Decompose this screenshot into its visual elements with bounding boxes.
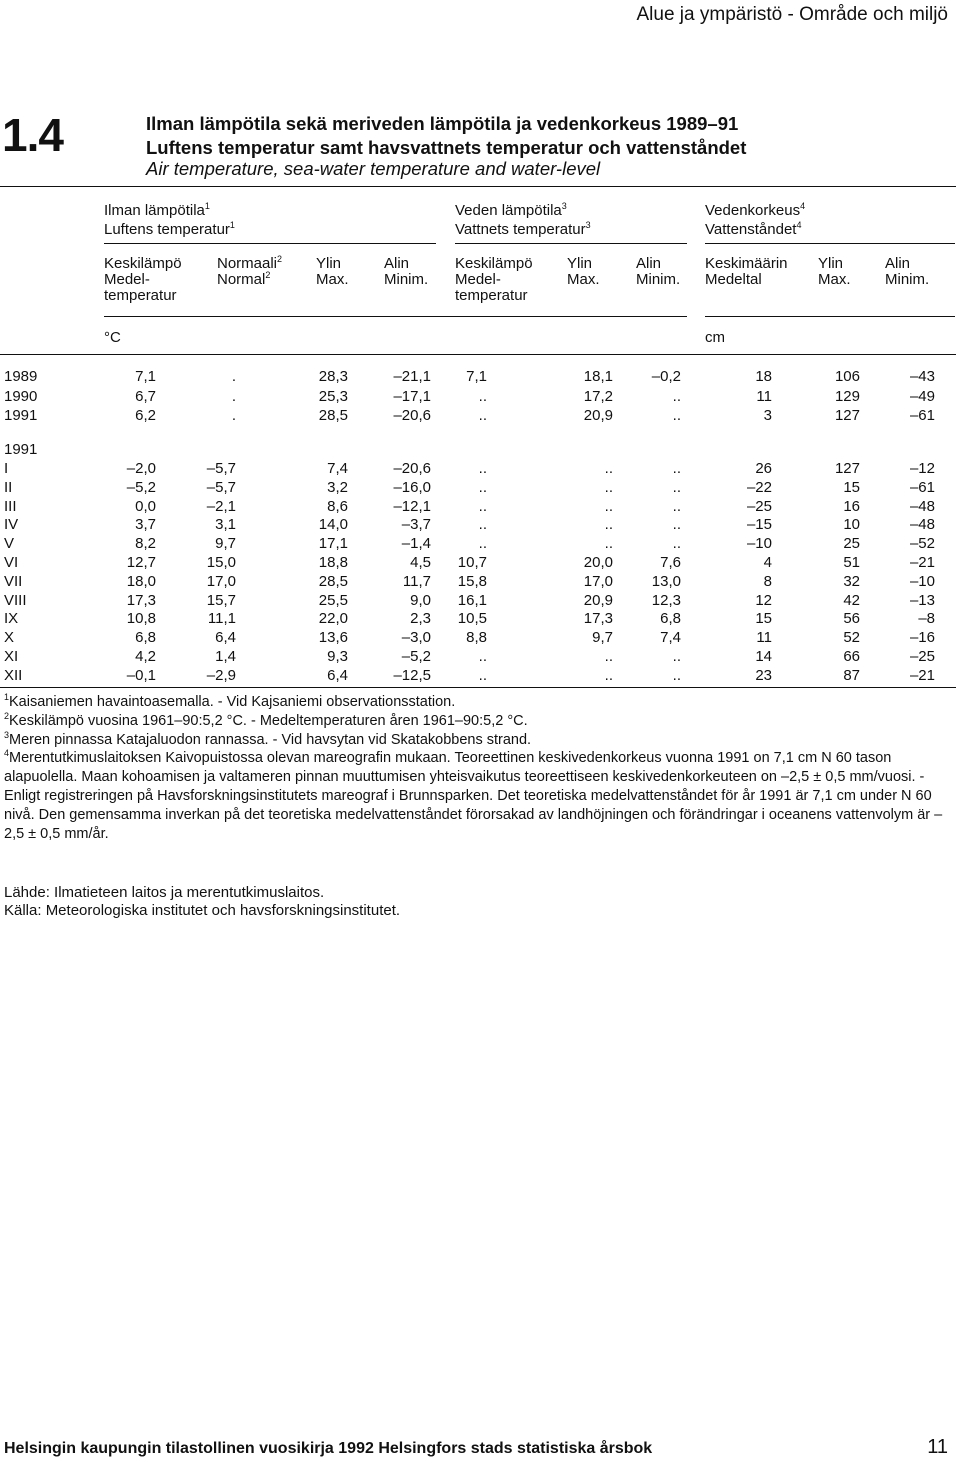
month-row-cell: –5,7 — [206, 460, 236, 477]
group-level-fi: Vedenkorkeus$^4$ — [705, 201, 806, 219]
month-row-cell: 22,0 — [318, 610, 348, 628]
month-row-cell: 25 — [843, 535, 860, 553]
month-row-cell: .. — [604, 478, 613, 496]
title-finnish: Ilman lämpötila sekä meriveden lämpötila ja vedenkorkeus 1989–91 — [146, 113, 739, 134]
month-row-cell: –5,2 — [126, 478, 156, 496]
level-unit-rule — [705, 316, 955, 317]
month-row-cell: .. — [672, 516, 681, 534]
month-row-label: I — [4, 460, 9, 477]
month-row-cell: –10 — [746, 535, 772, 553]
month-row-cell: 3,1 — [215, 516, 236, 534]
month-row-cell: –21 — [909, 554, 935, 571]
group-air-sv: Luftens temperatur$^1$ — [104, 220, 235, 238]
month-row-cell: 16,1 — [457, 591, 487, 609]
month-row-cell: 26 — [755, 460, 772, 477]
year-row-cell: –17,1 — [393, 387, 431, 405]
year-row-cell: .. — [478, 407, 487, 424]
year-row-cell: –20,6 — [393, 407, 431, 424]
month-row-cell: 10,8 — [126, 610, 156, 628]
page-footer: Helsingin kaupungin tilastollinen vuosikirja 1992 Helsingfors stads statistiska årsbok — [4, 1440, 653, 1457]
month-row-cell: 0,0 — [135, 497, 156, 515]
group-level-rule — [705, 243, 955, 244]
month-row-label: IX — [4, 610, 19, 628]
group-air-rule — [104, 243, 436, 244]
group-water-rule — [455, 243, 687, 244]
month-row-label: VI — [4, 554, 19, 571]
col-water-mean-header: Keskilämpö Medel- temperatur — [455, 255, 533, 304]
col-level-min-header: Alin Minim. — [885, 255, 930, 288]
month-row-cell: .. — [672, 666, 681, 684]
footnote-2: $^2$Keskilämpö vuosina 1961–90:5,2 °C. - Medeltemperaturen åren 1961–90:5,2 °C. — [4, 710, 528, 729]
month-row-label: VII — [4, 572, 23, 590]
month-row-cell: 15 — [843, 478, 860, 496]
month-row-cell: 15 — [755, 610, 772, 628]
month-row-label: XII — [4, 666, 23, 684]
month-row-cell: 9,0 — [410, 591, 431, 609]
month-row-cell: 15,7 — [206, 591, 236, 609]
year-row-cell: 6,7 — [135, 387, 156, 405]
month-row-cell: 7,4 — [660, 629, 681, 647]
month-row-cell: 11,1 — [207, 610, 236, 628]
month-row-cell: 127 — [834, 460, 860, 477]
month-row-cell: 13,0 — [651, 572, 681, 590]
month-row-cell: –48 — [909, 516, 935, 534]
month-row-cell: 3,2 — [327, 478, 348, 496]
month-row-cell: .. — [604, 460, 613, 477]
month-row-cell: –10 — [909, 572, 935, 590]
month-row-cell: –15 — [746, 516, 772, 534]
month-row-label: III — [4, 497, 17, 515]
month-row-cell: 8,2 — [135, 535, 156, 553]
month-row-cell: .. — [672, 648, 681, 665]
month-row-cell: .. — [672, 535, 681, 553]
page-number: 11 — [927, 1436, 948, 1458]
month-row-cell: 25,5 — [318, 591, 348, 609]
month-row-cell: .. — [478, 478, 487, 496]
month-row-cell: –2,1 — [206, 497, 236, 515]
col-air-max-header: Ylin Max. — [316, 255, 349, 288]
year-row-cell: 127 — [834, 407, 860, 424]
month-row-label: XI — [4, 648, 19, 665]
month-row-cell: –21 — [909, 666, 935, 684]
month-row-cell: .. — [478, 666, 487, 684]
year-row-cell: 28,5 — [318, 407, 348, 424]
month-row-cell: 15,8 — [457, 572, 487, 590]
month-row-cell: 10,5 — [457, 610, 487, 628]
month-row-cell: –12,5 — [393, 666, 431, 684]
month-row-cell: –61 — [909, 478, 935, 496]
month-row-cell: .. — [604, 666, 613, 684]
month-row-cell: 1,4 — [215, 648, 236, 665]
month-row-cell: –8 — [918, 610, 935, 628]
year-row-cell: 3 — [763, 407, 772, 424]
year-row-cell: 11 — [756, 387, 772, 405]
month-row-cell: 15,0 — [206, 554, 236, 571]
month-row-cell: 17,1 — [318, 535, 348, 553]
month-row-cell: 32 — [843, 572, 860, 590]
running-head: Alue ja ympäristö - Område och miljö — [636, 4, 948, 25]
year-row-cell: 20,9 — [583, 407, 613, 424]
title-english: Air temperature, sea-water temperature and water-level — [146, 158, 601, 179]
month-row-cell: –3,7 — [401, 516, 431, 534]
month-row-cell: .. — [604, 497, 613, 515]
month-row-cell: –0,1 — [126, 666, 156, 684]
month-row-cell: 6,4 — [215, 629, 236, 647]
col-water-min-header: Alin Minim. — [636, 255, 681, 288]
month-row-cell: 11,7 — [402, 572, 431, 590]
month-row-cell: –13 — [909, 591, 935, 609]
month-row-cell: 12,3 — [651, 591, 681, 609]
year-row-cell: 129 — [834, 387, 860, 405]
col-water-max-header: Ylin Max. — [567, 255, 600, 288]
col-air-normal-header: Normaali$^2$ Normal$^2$ — [217, 254, 283, 288]
month-row-cell: 12 — [755, 591, 772, 609]
group-water-fi: Veden lämpötila$^3$ — [455, 201, 567, 219]
month-row-cell: .. — [478, 497, 487, 515]
month-row-cell: .. — [604, 535, 613, 553]
month-row-cell: –2,0 — [126, 460, 156, 477]
footnote-1: $^1$Kaisaniemen havaintoasemalla. - Vid Kajsaniemi observationsstation. — [4, 692, 456, 710]
header-bottom-rule — [0, 354, 956, 355]
month-row-cell: 7,4 — [327, 460, 348, 477]
month-row-cell: –48 — [909, 497, 935, 515]
month-row-cell: 87 — [843, 666, 860, 684]
month-row-cell: 51 — [843, 554, 860, 571]
month-row-cell: 10,7 — [457, 554, 487, 571]
month-row-cell: 56 — [843, 610, 860, 628]
month-row-label: X — [4, 629, 15, 647]
month-row-cell: 17,0 — [206, 572, 236, 590]
unit-celsius: °C — [104, 329, 121, 346]
table-top-rule — [0, 186, 956, 187]
year-row-cell: 18,1 — [583, 368, 613, 385]
month-row-cell: –25 — [746, 497, 772, 515]
month-row-cell: 52 — [843, 629, 860, 647]
month-row-cell: –3,0 — [401, 629, 431, 647]
month-row-cell: 18,8 — [318, 554, 348, 571]
month-row-cell: 10 — [843, 516, 860, 534]
month-row-cell: –16,0 — [393, 478, 431, 496]
month-row-cell: 20,9 — [583, 591, 613, 609]
year-row-cell: 7,1 — [135, 368, 156, 385]
month-row-cell: 6,4 — [327, 666, 348, 684]
month-row-cell: –25 — [909, 648, 935, 665]
month-row-cell: –5,7 — [206, 478, 236, 496]
month-row-cell: 2,3 — [410, 610, 431, 628]
month-row-cell: –1,4 — [401, 535, 431, 553]
temp-unit-rule — [104, 316, 687, 317]
month-row-cell: .. — [672, 497, 681, 515]
month-row-cell: –22 — [746, 478, 772, 496]
month-row-cell: 9,7 — [592, 629, 613, 647]
group-air-fi: Ilman lämpötila$^1$ — [104, 201, 210, 219]
year-row-cell: .. — [478, 387, 487, 405]
month-row-cell: 6,8 — [135, 629, 156, 647]
month-row-cell: 8 — [763, 572, 772, 590]
year-row-cell: 18 — [755, 368, 772, 385]
source-swedish: Källa: Meteorologiska institutet och havsforskningsinstitutet. — [4, 902, 401, 919]
month-row-cell: –12,1 — [393, 497, 431, 515]
month-row-cell: 6,8 — [660, 610, 681, 628]
month-row-cell: 7,6 — [660, 554, 681, 571]
month-row-cell: –5,2 — [401, 648, 431, 665]
month-row-cell: .. — [604, 648, 613, 665]
year-row-cell: 28,3 — [318, 368, 348, 385]
year-row-cell: –49 — [909, 387, 935, 405]
month-block-year-label: 1991 — [4, 441, 38, 458]
source-finnish: Lähde: Ilmatieteen laitos ja merentutkimuslaitos. — [4, 884, 325, 901]
month-row-label: VIII — [4, 591, 27, 609]
year-row-cell: –0,2 — [651, 368, 681, 385]
month-row-cell: 20,0 — [583, 554, 613, 571]
year-row-cell: 6,2 — [135, 407, 156, 424]
year-row-cell: 106 — [834, 368, 860, 385]
month-row-label: IV — [4, 516, 19, 534]
group-level-sv: Vattenståndet$^4$ — [705, 220, 802, 238]
month-row-cell: 17,3 — [126, 591, 156, 609]
footnotes — [4, 693, 946, 843]
month-row-cell: 13,6 — [318, 629, 348, 647]
month-row-cell: 17,0 — [583, 572, 613, 590]
year-row-cell: .. — [672, 387, 681, 405]
year-row-cell: . — [231, 407, 236, 424]
month-row-cell: .. — [478, 648, 487, 665]
month-row-cell: 8,8 — [466, 629, 487, 647]
year-row-cell: –21,1 — [393, 368, 431, 385]
month-row-cell: 23 — [755, 666, 772, 684]
year-row-label: 1990 — [4, 387, 38, 405]
group-water-sv: Vattnets temperatur$^3$ — [455, 220, 591, 238]
year-row-cell: 17,2 — [583, 387, 613, 405]
month-row-cell: .. — [478, 535, 487, 553]
year-row-cell: 25,3 — [318, 387, 348, 405]
unit-centimeter: cm — [705, 329, 725, 346]
col-level-mean-header: Keskimäärin Medeltal — [705, 255, 788, 288]
footnote-3: $^3$Meren pinnassa Katajaluodon rannassa. - Vid havsytan vid Skatakobbens strand. — [4, 729, 532, 748]
title-swedish: Luftens temperatur samt havsvattnets temperatur och vattenståndet — [146, 137, 747, 158]
month-row-cell: .. — [672, 478, 681, 496]
month-row-cell: 11 — [756, 629, 772, 647]
month-row-cell: .. — [672, 460, 681, 477]
month-row-cell: 42 — [843, 591, 860, 609]
table-bottom-rule — [0, 687, 956, 688]
year-row-cell: 7,1 — [466, 368, 487, 385]
month-row-cell: 14 — [755, 648, 772, 665]
year-row-label: 1991 — [4, 407, 38, 424]
section-number: 1.4 — [2, 109, 63, 161]
col-air-min-header: Alin Minim. — [384, 255, 429, 288]
month-row-cell: .. — [604, 516, 613, 534]
month-row-label: II — [4, 478, 13, 496]
month-row-cell: 4,5 — [410, 554, 431, 571]
month-row-cell: .. — [478, 460, 487, 477]
month-row-cell: 18,0 — [126, 572, 156, 590]
month-row-cell: 16 — [843, 497, 860, 515]
month-row-cell: 14,0 — [318, 516, 348, 534]
month-row-cell: 9,3 — [327, 648, 348, 665]
month-row-cell: 28,5 — [318, 572, 348, 590]
year-row-cell: . — [231, 387, 236, 405]
month-row-cell: 12,7 — [126, 554, 156, 571]
month-row-cell: 4,2 — [135, 648, 156, 665]
footnote-4: $^4$Merentutkimuslaitoksen Kaivopuistossa olevan mareografin mukaan. Teoreettinen keskivedenkorkeus vuonna 1991 on 7,1 cm N 60 tason alapuolella. Maan kohoamisen ja valtameren pinnan muuttumisen yhteisvaikutus teoreettiseen keskivedenkorkeuteen on –2,5 ± 0,5 mm/vuosi. - Enligt registreringen på Havsforskningsinstitutets mareograf i Brunnsparken. Det teoretiska medelvattenståndet för år 1991 är 7,1 cm under N 60 nivå. Den gemensamma inverkan på det teoretiska medelvattenståndet förorsakad av landhöjningen och förändringar i oceanens vattenvolym är –2,5 ± 0,5 mm/år. — [4, 748, 943, 842]
month-row-cell: 17,3 — [583, 610, 613, 628]
month-row-cell: –20,6 — [393, 460, 431, 477]
year-row-cell: –61 — [909, 407, 935, 424]
month-row-cell: 66 — [843, 648, 860, 665]
month-row-cell: –52 — [909, 535, 935, 553]
month-row-cell: –2,9 — [206, 666, 236, 684]
col-level-max-header: Ylin Max. — [818, 255, 851, 288]
month-row-cell: –12 — [909, 460, 935, 477]
month-row-label: V — [4, 535, 15, 553]
year-row-cell: –43 — [909, 368, 935, 385]
year-row-cell: . — [231, 368, 236, 385]
month-row-cell: .. — [478, 516, 487, 534]
month-row-cell: 8,6 — [327, 497, 348, 515]
year-row-label: 1989 — [4, 368, 38, 385]
month-row-cell: 4 — [763, 554, 772, 571]
month-row-cell: 9,7 — [215, 535, 236, 553]
year-row-cell: .. — [672, 407, 681, 424]
month-row-cell: 3,7 — [135, 516, 156, 534]
col-air-mean-header: Keskilämpö Medel- temperatur — [104, 255, 182, 304]
month-row-cell: –16 — [909, 629, 935, 647]
